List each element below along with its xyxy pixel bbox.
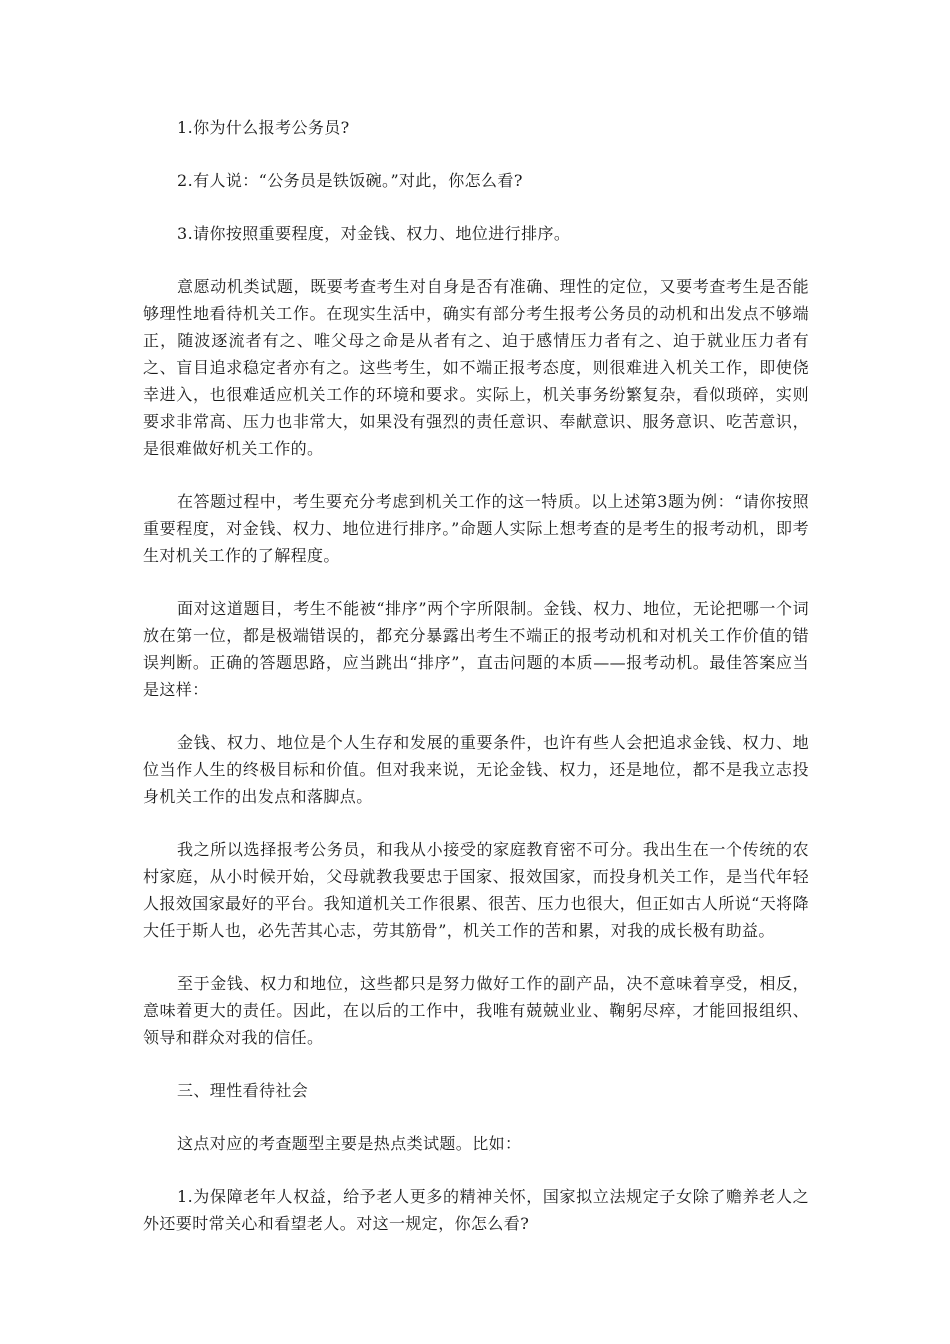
paragraph-answer-1: 金钱、权力、地位是个人生存和发展的重要条件，也许有些人会把追求金钱、权力、地位当作人生的终极目标和价值。但对我来说，无论金钱、权力，还是地位，都不是我立志投身机关工作的出发点和落脚点。 xyxy=(143,733,809,806)
paragraph-answering-process: 在答题过程中，考生要充分考虑到机关工作的这一特质。以上述第3题为例：“请你按照重要程度，对金钱、权力、地位进行排序。”命题人实际上想考查的是考生的报考动机，即考生对机关工作的了解程度。 xyxy=(143,492,809,565)
hotspot-question-1: 1.为保障老年人权益，给予老人更多的精神关怀，国家拟立法规定子女除了赡养老人之外还要时常关心和看望老人。对这一规定，你怎么看? xyxy=(143,1187,809,1233)
section-heading: 三、理性看待社会 xyxy=(177,1081,309,1100)
paragraph-ranking: 面对这道题目，考生不能被“排序”两个字所限制。金钱、权力、地位，无论把哪一个词放在第一位，都是极端错误的，都充分暴露出考生不端正的报考动机和对机关工作价值的错误判断。正确的答题思路，应当跳出“排序”，直击问题的本质——报考动机。最佳答案应当是这样： xyxy=(143,599,809,699)
paragraph-motivation: 意愿动机类试题，既要考查考生对自身是否有准确、理性的定位，又要考查考生是否能够理性地看待机关工作。在现实生活中，确实有部分考生报考公务员的动机和出发点不够端正，随波逐流者有之、唯父母之命是从者有之、迫于感情压力者有之、迫于就业压力者有之、盲目追求稳定者亦有之。这些考生，如不端正报考态度，则很难进入机关工作，即使侥幸进入，也很难适应机关工作的环境和要求。实际上，机关事务纷繁复杂，看似琐碎，实则要求非常高、压力也非常大，如果没有强烈的责任意识、奉献意识、服务意识、吃苦意识，是很难做好机关工作的。 xyxy=(143,277,809,458)
paragraph-answer-3: 至于金钱、权力和地位，这些都只是努力做好工作的副产品，决不意味着享受，相反，意味着更大的责任。因此，在以后的工作中，我唯有兢兢业业、鞠躬尽瘁，才能回报组织、领导和群众对我的信任。 xyxy=(143,974,809,1047)
question-3: 3.请你按照重要程度，对金钱、权力、地位进行排序。 xyxy=(177,224,571,243)
paragraph-answer-2: 我之所以选择报考公务员，和我从小接受的家庭教育密不可分。我出生在一个传统的农村家庭，从小时候开始，父母就教我要忠于国家、报效国家，而投身机关工作，是当代年轻人报效国家最好的平台。我知道机关工作很累、很苦、压力也很大，但正如古人所说“天将降大任于斯人也，必先苦其心志，劳其筋骨”，机关工作的苦和累，对我的成长极有助益。 xyxy=(143,840,809,940)
question-1: 1.你为什么报考公务员? xyxy=(177,118,350,137)
question-2: 2.有人说：“公务员是铁饭碗。”对此，你怎么看? xyxy=(177,171,523,190)
paragraph-hotspot-intro: 这点对应的考查题型主要是热点类试题。比如： xyxy=(177,1134,522,1153)
document-body xyxy=(143,114,809,1263)
